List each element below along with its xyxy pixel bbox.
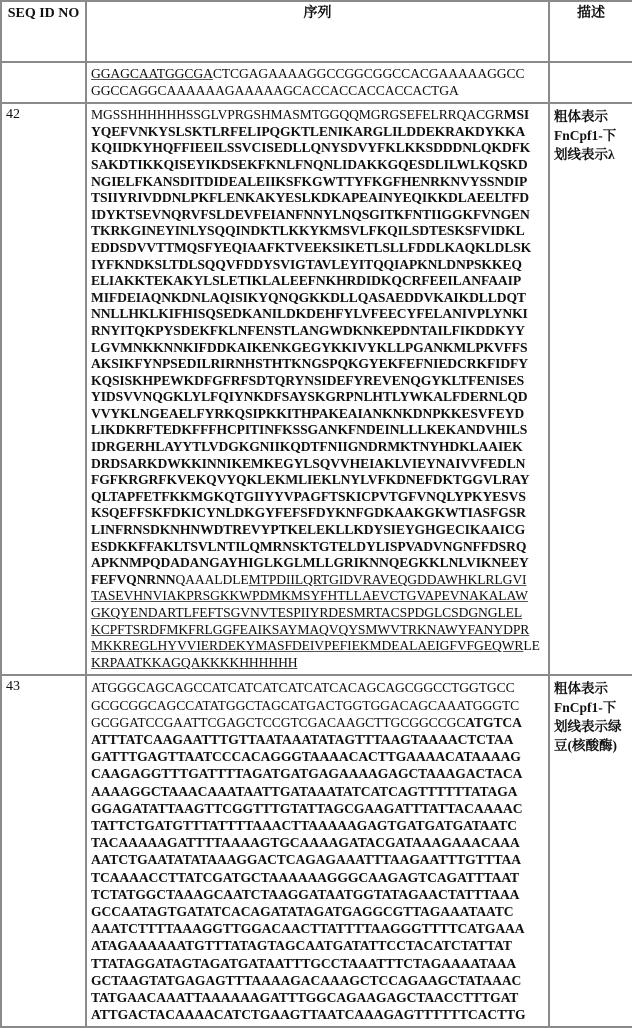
plain-segment: QAAALDLE <box>175 572 248 587</box>
bold-segment: FGFKRGRFKVEKQVYQKLEKMLIEKLNYLVFKDNEFDKTGGVLRAY <box>91 472 530 487</box>
plain-segment: ATGGGCAGCAGCCATCATCATCATCATCACAGCAGCGGCCTGGTGCC <box>91 680 515 695</box>
sequence-line <box>91 638 544 655</box>
sequence-line <box>91 323 544 340</box>
bold-segment: ATTGACTACAAAACATCTGAAGTTAATCAAAGAGTTTTTTCACTTG <box>91 1007 525 1022</box>
bold-segment: YQEFVNKYSLSKTLRFELIPQGKTLENIKARGLILDDEKRAKDYKKA <box>91 124 525 139</box>
sequence-line <box>91 834 544 851</box>
seq-id-cell: 43 <box>1 675 86 1027</box>
plain-segment: LE <box>523 638 539 653</box>
bold-segment: LINFRNSDKNHNWDTREVYPTKELEKLLKDYSIEYGHGECIKAAICG <box>91 522 525 537</box>
bold-segment: IYFKNDKSLTDLSQQVFDDYSVIGTAVLEYITQQIAPKNLDNPSKKEQ <box>91 257 522 272</box>
sequence-line <box>91 240 544 257</box>
bold-segment: TCTATGGCTAAAGCAATCTAAGGATAATGGTATAGAACTATTTAAA <box>91 887 519 902</box>
underlined-segment: MKKREGLHYVVIERDEKYMASFDEIVPEFIEKMDEALAEIGFVFGEQWR <box>91 638 523 653</box>
description-cell: 粗体表示FnCpf1-下划线表示绿豆(核酸酶) <box>549 675 632 1027</box>
bold-segment: MIFDEIAQNKDNLAQISIKYQNQGKKDLLQASAEDDVKAIKDLLDQT <box>91 290 526 305</box>
sequence-line <box>91 456 544 473</box>
sequence-line <box>91 472 544 489</box>
sequence-line <box>91 157 544 174</box>
description-cell <box>549 62 632 103</box>
header-seq-id: SEQ ID NO <box>1 1 86 62</box>
sequence-line <box>91 886 544 903</box>
bold-segment: TTATAGGATAGTAGATGATAATTTGCCTAAATTTCTAGAAAATAAA <box>91 956 516 971</box>
sequence-line <box>91 223 544 240</box>
sequence-line <box>91 731 544 748</box>
bold-segment: LGVMNKKNNKIFDDKAIKENKGEGYKKIVYKLLPGANKMLPKVFFS <box>91 340 527 355</box>
bold-segment: ELIAKKTEKAKYLSLETIKLALEEFNKHRDIDKQCRFEEILANFAAIP <box>91 273 521 288</box>
bold-segment: TCAAAACCTTATCGATGCTAAAAAAGGGCAAGAGTCAGATTTAAT <box>91 870 519 885</box>
sequence-line <box>91 273 544 290</box>
bold-segment: YIDSVVNQGKLYLFQIYNKDFSAYSKGRPNLHTLYWKALFDERNLQD <box>91 389 527 404</box>
plain-segment: GCGCGGCAGCCATATGGCTAGCATGACTGGTGGACAGCAAATGGGTC <box>91 698 519 713</box>
sequence-line <box>91 66 544 83</box>
bold-segment: GCTAAGTATGAGAGTTTAAAAGACAAAGCTCCAGAAGCTATAAAC <box>91 973 521 988</box>
sequence-line <box>91 572 544 589</box>
table-row <box>1 675 632 1027</box>
bold-segment: AAATCTTTTAAAGGTTGGACAACTTATTTTAAGGGTTTTCATGAAA <box>91 921 524 936</box>
bold-segment: TKRKGINEYINLYSQQINDKTLKKYKMSVLFKQILSDTESKSFVIDKL <box>91 223 525 238</box>
bold-segment: EDDSDVVTTMQSFYEQIAAFKTVEEKSIKETLSLLFDDLKAQKLDLSK <box>91 240 531 255</box>
bold-segment: FEFVQNRNN <box>91 572 175 587</box>
sequence-line <box>91 389 544 406</box>
sequence-line <box>91 903 544 920</box>
sequence-line <box>91 107 544 124</box>
sequence-line <box>91 555 544 572</box>
sequence-line <box>91 869 544 886</box>
sequence-line <box>91 920 544 937</box>
bold-segment: GCCAATAGTGATATCACAGATATAGATGAGGCGTTAGAAATAATC <box>91 904 513 919</box>
bold-segment: ATTTATCAAGAATTTGTTAATAAATATAGTTTAAGTAAAACTCTAA <box>91 732 513 747</box>
sequence-line <box>91 207 544 224</box>
bold-segment: AAAAGGCTAAACAAATAATTGATAAATATCATCAGTTTTTTATAGA <box>91 784 517 799</box>
bold-segment: LIKDKRFTEDKFFFHCPITINFKSSGANKFNDEINLLLKEKANDVHILS <box>91 422 527 437</box>
bold-segment: AATCTGAATATATAAAGGACTCAGAGAAATTTAAGAATTTGTTTAA <box>91 852 521 867</box>
sequence-line <box>91 522 544 539</box>
sequence-line <box>91 972 544 989</box>
bold-segment: ATGTCA <box>465 715 522 730</box>
bold-segment: GGAGATATTAAGTTCGGTTTGTATTAGCGAAGATTTATTACAAAAC <box>91 801 522 816</box>
sequence-line <box>91 1006 544 1023</box>
sequence-line <box>91 989 544 1006</box>
sequence-line <box>91 174 544 191</box>
bold-segment: SAKDTIKKQISEYIKDSEKFKNLFNQNLIDAKKGQESDLILWLKQSKD <box>91 157 528 172</box>
seq-id-cell <box>1 62 86 103</box>
bold-segment: TACAAAAAGATTTTAAAAGTGCAAAAGATACGATAAAGAAACAAA <box>91 835 520 850</box>
plain-segment: MGSSHHHHHHSSGLVPRGSHMASMTGGQQMGRGSEFELRRQACGR <box>91 107 504 122</box>
sequence-line <box>91 406 544 423</box>
sequence-cell <box>86 103 549 675</box>
sequence-line <box>91 748 544 765</box>
sequence-line <box>91 306 544 323</box>
bold-segment: TATGAACAAATTAAAAAAGATTTGGCAGAAGAGCTAACCTTTGAT <box>91 990 518 1005</box>
bold-segment: IDYKTSEVNQRVFSLDEVFEIANFNNYLNQSGITKFNTIIGGKFVNGEN <box>91 207 530 222</box>
header-sequence: 序列 <box>86 1 549 62</box>
sequence-line <box>91 765 544 782</box>
underlined-segment: GGAGCAATGGCGA <box>91 66 213 81</box>
sequence-line <box>91 955 544 972</box>
sequence-cell <box>86 62 549 103</box>
sequence-line <box>91 489 544 506</box>
sequence-line <box>91 588 544 605</box>
bold-segment: TATTCTGATGTTTATTTTAAACTTAAAAAGAGTGATGATGATAATC <box>91 818 517 833</box>
sequence-table <box>0 0 632 1028</box>
sequence-line <box>91 800 544 817</box>
sequence-line <box>91 439 544 456</box>
sequence-line <box>91 851 544 868</box>
sequence-line <box>91 783 544 800</box>
sequence-line <box>91 373 544 390</box>
sequence-line <box>91 622 544 639</box>
sequence-line <box>91 655 544 672</box>
bold-segment: ESDKKFFAKLTSVLNTILQMRNSKTGTELDYLISPVADVNGNFFDSRQ <box>91 539 526 554</box>
sequence-line <box>91 697 544 714</box>
sequence-line <box>91 539 544 556</box>
bold-segment: CAAGAGGTTTGATTTTAGATGATGAGAAAAGAGCTAAAGACTACA <box>91 766 522 781</box>
bold-segment: NNLLHKLKIFHISQSEDKANILDKDEHFYLVFEECYFELANIVPLYNKI <box>91 306 528 321</box>
bold-segment: TSIIYRIVDDNLPKFLENKAKYESLKDKAPEAINYEQIKKDLAEELTFD <box>91 190 529 205</box>
sequence-line <box>91 340 544 357</box>
underlined-segment: TASEVHNVIAKPRSGKKWPDMKMSYFHTLLAEVCTGVAPEVNAKALAW <box>91 588 528 603</box>
bold-segment: DRDSARKDWKKINNIKEMKEGYLSQVVHEIAKLVIEYNAIVVFEDLN <box>91 456 525 471</box>
bold-segment: MSI <box>504 107 529 122</box>
bold-segment: AKSIKFYNPSEDILRIRNHSTHTKNGSPQKGYEKFEFNIEDCRKFIDFY <box>91 356 528 371</box>
sequence-line <box>91 190 544 207</box>
plain-segment: GGCCAGGCAAAAAAGAAAAAGCACCACCACCACCACTGA <box>91 83 459 98</box>
sequence-line <box>91 679 544 696</box>
sequence-line <box>91 290 544 307</box>
bold-segment: IDRGERHLAYYTLVDGKGNIIKQDTFNIIGNDRMKTNYHDKLAAIEK <box>91 439 523 454</box>
sequence-line <box>91 605 544 622</box>
bold-segment: VVYKLNGEAELFYRKQSIPKKITHPAKEAIANKNKDNPKKESVFEYD <box>91 406 524 421</box>
sequence-line <box>91 257 544 274</box>
bold-segment: ATAGAAAAAATGTTTATAGTAGCAATGATATTCCTACATCTATTAT <box>91 938 512 953</box>
seq-id-cell: 42 <box>1 103 86 675</box>
sequence-line <box>91 505 544 522</box>
bold-segment: KQIIDKYHQFFIEEILSSVCISEDLLQNYSDVYFKLKKSDDDNLQKDFK <box>91 140 530 155</box>
table-body <box>1 62 632 1027</box>
sequence-cell <box>86 675 549 1027</box>
bold-segment: KQSISKHPEWKDFGFRFSDTQRYNSIDEFYREVENQGYKLTFENISES <box>91 373 524 388</box>
bold-segment: QLTAPFETFKKMGKQTGIIYYVPAGFTSKICPVTGFVNQLYPKYESVS <box>91 489 526 504</box>
underlined-segment: KCPFTSRDFMKFRLGGFEAIKSAYMAQVQYSMWVTRKNAWYFANYDPR <box>91 622 529 637</box>
bold-segment: APKNMPQDADANGAYHIGLKGLMLLGRIKNNQEGKKLNLVIKNEEY <box>91 555 529 570</box>
sequence-line <box>91 124 544 141</box>
header-description: 描述 <box>549 1 632 62</box>
sequence-line <box>91 817 544 834</box>
underlined-segment: MTPDIILQRTGIDVRAVEQGDDAWHKLRLGVI <box>249 572 527 587</box>
description-cell: 粗体表示FnCpf1-下划线表示λ <box>549 103 632 675</box>
bold-segment: RNYITQKPYSDEKFKLNFENSTLANGWDKNKEPDNTAILFIKDDKYY <box>91 323 525 338</box>
plain-segment: GCGGATCCGAATTCGAGCTCCGTCGACAAGCTTGCGGCCGC <box>91 715 465 730</box>
bold-segment: NGIELFKANSDITDIDEALEIIKSFKGWTTYFKGFHENRKNVYSSNDIP <box>91 174 527 189</box>
sequence-line <box>91 937 544 954</box>
sequence-line <box>91 83 544 100</box>
bold-segment: GATTTGAGTTAATCCCACAGGGTAAAACACTTGAAAACATAAAAG <box>91 749 521 764</box>
underlined-segment: GKQYENDARTLFEFTSGVNVTESPIIYRDESMRTACSPDGLCSDGNGLEL <box>91 605 522 620</box>
sequence-line <box>91 140 544 157</box>
sequence-line <box>91 422 544 439</box>
table-row <box>1 103 632 675</box>
plain-segment: CTCGAGAAAAGGCCGGCGGCCACGAAAAAGGCC <box>213 66 525 81</box>
table-row <box>1 62 632 103</box>
sequence-line <box>91 714 544 731</box>
header-row <box>1 1 632 62</box>
sequence-line <box>91 356 544 373</box>
bold-segment: KSQEFFSKFDKICYNLDKGYFEFSFDYKNFGDKAAKGKWTIASFGSR <box>91 505 526 520</box>
underlined-segment: KRPAATKKAGQAKKKKHHHHHH <box>91 655 298 670</box>
